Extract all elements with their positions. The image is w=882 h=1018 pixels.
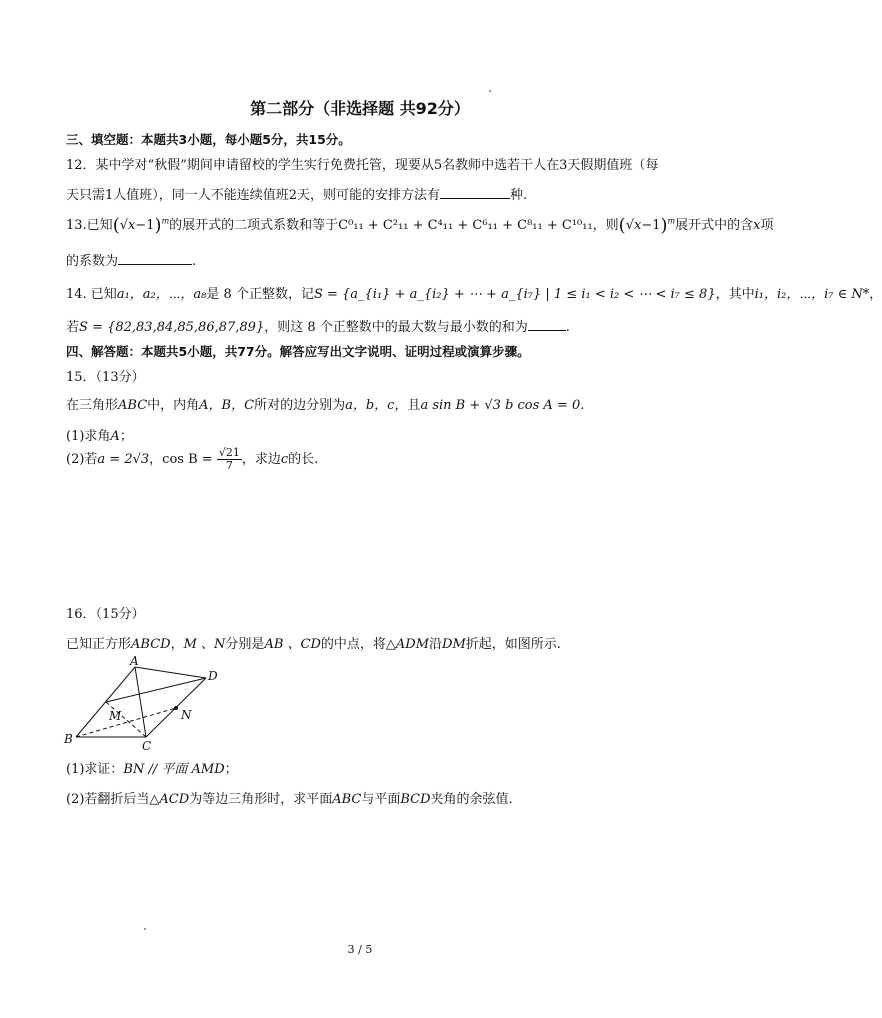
q12-line1: 12．某中学对“秋假”期间申请留校的学生实行免费托管，现要从5名教师中选若干人在3天假期值班（每 — [66, 158, 659, 173]
q15-part1: (1)求角A； — [66, 429, 133, 444]
page-number: 3 / 5 — [347, 943, 373, 956]
q13-line2: 的系数为 . — [66, 254, 197, 269]
label-N: N — [181, 708, 192, 722]
q15-part2: (2)若a = 2√3，cos B = $\frac{√21}{7}$ ，求边c的长. — [66, 446, 319, 472]
label-A: A — [130, 654, 139, 668]
cosB-fraction: $\frac{√21}{7}$ — [218, 446, 240, 472]
section-solve: 四、解答题：本题共5小题，共77分。解答应写出文字说明、证明过程或演算步骤。 — [66, 344, 530, 359]
scan-speck — [144, 928, 146, 930]
edge-AD — [135, 667, 206, 678]
label-M: M — [109, 709, 122, 723]
edge-AC — [135, 667, 146, 737]
q14-line2: 若S = {82,83,84,85,86,87,89}，则这 8 个正整数中的最大数与最小数的和为 . — [66, 320, 570, 335]
q16-part2: (2)若翻折后当△ACD为等边三角形时，求平面ABC与平面BCD夹角的余弦值. — [66, 792, 513, 807]
folded-square-figure — [62, 654, 232, 754]
q15-stem: 在三角形ABC中，内角A，B，C所对的边分别为a，b，c，且a sin B + √3 b cos A = 0. — [66, 398, 585, 413]
answer-blank — [528, 318, 566, 331]
answer-blank — [118, 252, 192, 265]
part-title: 第二部分（非选择题 共92分） — [250, 99, 470, 118]
edge-AB — [76, 667, 135, 737]
q15-header: 15．（13分） — [66, 370, 145, 385]
q16-stem: 已知正方形ABCD，M 、N分别是AB 、CD的中点，将△ADM沿DM折起，如图所示. — [66, 637, 561, 652]
set-definition: S = {a_{i₁} + a_{i₂} + ⋯ + a_{i₇} | 1 ≤ i₁ < i₂ < ⋯ < i₇ ≤ 8} — [313, 287, 716, 302]
point-N — [174, 706, 178, 710]
scan-speck — [489, 90, 491, 92]
label-B: B — [64, 732, 73, 746]
q13-line1: 13.已知$(√x-1)^m$的展开式的二项式系数和等于C⁰₁₁ + C²₁₁ + C⁴₁₁ + C⁶₁₁ + C⁸₁₁ + C¹⁰₁₁，则$(√x-1)^m$展开式中的含x项 — [66, 215, 774, 236]
answer-blank — [440, 186, 510, 199]
section-fill-in: 三、填空题：本题共3小题，每小题5分，共15分。 — [66, 132, 351, 147]
q12-line2: 天只需1人值班），同一人不能连续值班2天，则可能的安排方法有 种. — [66, 188, 528, 203]
q16-header: 16．（15分） — [66, 607, 145, 622]
label-D: D — [208, 669, 218, 683]
label-C: C — [142, 739, 152, 753]
binomial-sum: C⁰₁₁ + C²₁₁ + C⁴₁₁ + C⁶₁₁ + C⁸₁₁ + C¹⁰₁₁ — [338, 218, 593, 233]
q14-line1: 14. 已知a₁，a₂，⋯，a₈是 8 个正整数，记S = {a_{i₁} + a_{i₂} + ⋯ + a_{i₇} | 1 ≤ i₁ < i₂ < ⋯ < i₇ ≤ 8}，其中i₁，i₂，⋯，i₇ ∈ N*， — [66, 287, 882, 302]
given-equation: a sin B + √3 b cos A = 0 — [420, 398, 581, 413]
q16-part1: (1)求证：BN // 平面 AMD； — [66, 762, 238, 777]
edge-MD — [106, 678, 206, 702]
